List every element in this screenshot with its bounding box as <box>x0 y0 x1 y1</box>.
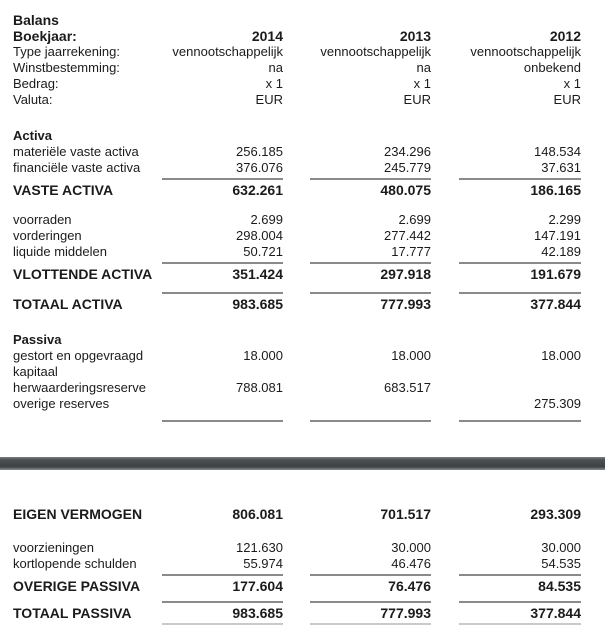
subtotal-rule <box>13 418 581 424</box>
cell-value: vennootschappelijk <box>320 44 431 59</box>
cell-value: 2.299 <box>548 212 581 227</box>
row-label: kortlopende schulden <box>13 556 137 571</box>
cell-value: 2.699 <box>250 212 283 227</box>
row-liquide-middelen <box>13 244 581 260</box>
row-kortlopende-schulden <box>13 556 581 572</box>
row-bedrag <box>13 76 581 92</box>
cell-value: 18.000 <box>541 348 581 363</box>
row-vlottende-activa-total <box>13 266 581 282</box>
row-overige-passiva <box>13 578 581 594</box>
cell-value: 121.630 <box>236 540 283 555</box>
cell-value: 298.004 <box>236 228 283 243</box>
cell-value: 18.000 <box>243 348 283 363</box>
cell-value: na <box>268 60 283 75</box>
cell-value: x 1 <box>563 76 581 91</box>
cell-value: 42.189 <box>541 244 581 259</box>
year-column-header: 2012 <box>549 28 581 44</box>
section-title: Passiva <box>13 332 62 347</box>
year-column-header: 2014 <box>251 28 283 44</box>
cell-value: 55.974 <box>243 556 283 571</box>
cell-value: 76.476 <box>388 578 431 594</box>
row-label: Bedrag: <box>13 76 59 91</box>
cell-value: 480.075 <box>380 182 431 198</box>
row-label: OVERIGE PASSIVA <box>13 578 141 594</box>
row-type-jaarrekening <box>13 44 581 60</box>
cell-value: 245.779 <box>384 160 431 175</box>
cell-value: 632.261 <box>232 182 283 198</box>
page-break-divider <box>0 457 605 470</box>
page-title-row <box>13 12 581 28</box>
cell-value: 256.185 <box>236 144 283 159</box>
section-heading-passiva <box>13 332 581 348</box>
fiscal-year-row <box>13 28 581 44</box>
cell-value: 148.534 <box>534 144 581 159</box>
row-totaal-passiva <box>13 605 581 621</box>
cell-value: 377.844 <box>530 296 581 312</box>
cell-value: 788.081 <box>236 380 283 395</box>
row-winstbestemming <box>13 60 581 76</box>
row-label: voorzieningen <box>13 540 94 555</box>
cell-value: 376.076 <box>236 160 283 175</box>
row-label: Winstbestemming: <box>13 60 120 75</box>
cell-value: 54.535 <box>541 556 581 571</box>
row-label: Valuta: <box>13 92 53 107</box>
row-label: gestort en opgevraagd kapitaal <box>13 348 144 379</box>
row-gestort-kapitaal <box>13 348 581 380</box>
cell-value: EUR <box>403 92 431 107</box>
cell-value: 186.165 <box>530 182 581 198</box>
cell-value: 701.517 <box>380 506 431 522</box>
cell-value: 30.000 <box>541 540 581 555</box>
cell-value: 806.081 <box>232 506 283 522</box>
cell-value: 234.296 <box>384 144 431 159</box>
row-label: herwaarderingsreserve <box>13 380 146 395</box>
row-materiele-vaste-activa <box>13 144 581 160</box>
row-label: Boekjaar: <box>13 28 77 44</box>
row-voorraden <box>13 212 581 228</box>
row-valuta <box>13 92 581 108</box>
row-label: voorraden <box>13 212 72 227</box>
row-label: vorderingen <box>13 228 82 243</box>
cell-value: 84.535 <box>538 578 581 594</box>
cell-value: vennootschappelijk <box>172 44 283 59</box>
cell-value: 683.517 <box>384 380 431 395</box>
row-totaal-activa <box>13 296 581 312</box>
row-label: overige reserves <box>13 396 110 411</box>
cell-value: EUR <box>255 92 283 107</box>
cell-value: 177.604 <box>232 578 283 594</box>
cell-value: 777.993 <box>380 605 431 621</box>
row-label: TOTAAL PASSIVA <box>13 605 132 621</box>
row-voorzieningen <box>13 540 581 556</box>
cell-value: x 1 <box>265 76 283 91</box>
row-label: VASTE ACTIVA <box>13 182 114 198</box>
cell-value: 50.721 <box>243 244 283 259</box>
cell-value: 37.631 <box>541 160 581 175</box>
row-vorderingen <box>13 228 581 244</box>
cell-value: onbekend <box>523 60 581 75</box>
row-label: VLOTTENDE ACTIVA <box>13 266 153 282</box>
row-herwaarderingsreserve <box>13 380 581 396</box>
section-title: Activa <box>13 128 53 143</box>
closing-rule <box>13 621 581 627</box>
row-eigen-vermogen <box>13 506 581 522</box>
cell-value: 46.476 <box>391 556 431 571</box>
row-label: Type jaarrekening: <box>13 44 120 59</box>
cell-value: 277.442 <box>384 228 431 243</box>
page-title: Balans <box>13 12 59 28</box>
row-label: liquide middelen <box>13 244 107 259</box>
cell-value: 275.309 <box>534 396 581 411</box>
cell-value: 351.424 <box>232 266 283 282</box>
cell-value: 983.685 <box>232 296 283 312</box>
cell-value: 777.993 <box>380 296 431 312</box>
row-financiele-vaste-activa <box>13 160 581 176</box>
row-label: EIGEN VERMOGEN <box>13 506 143 522</box>
row-overige-reserves <box>13 396 581 412</box>
row-label: financiële vaste activa <box>13 160 141 175</box>
cell-value: 18.000 <box>391 348 431 363</box>
cell-value: 147.191 <box>534 228 581 243</box>
section-heading-activa <box>13 128 581 144</box>
cell-value: x 1 <box>413 76 431 91</box>
cell-value: 191.679 <box>530 266 581 282</box>
cell-value: 30.000 <box>391 540 431 555</box>
year-column-header: 2013 <box>399 28 431 44</box>
cell-value: na <box>416 60 431 75</box>
cell-value: 17.777 <box>391 244 431 259</box>
cell-value: 293.309 <box>530 506 581 522</box>
row-label: materiële vaste activa <box>13 144 139 159</box>
cell-value: 377.844 <box>530 605 581 621</box>
cell-value: 2.699 <box>398 212 431 227</box>
cell-value: 297.918 <box>380 266 431 282</box>
row-label: TOTAAL ACTIVA <box>13 296 123 312</box>
cell-value: EUR <box>553 92 581 107</box>
row-vaste-activa-total <box>13 182 581 198</box>
cell-value: vennootschappelijk <box>470 44 581 59</box>
cell-value: 983.685 <box>232 605 283 621</box>
